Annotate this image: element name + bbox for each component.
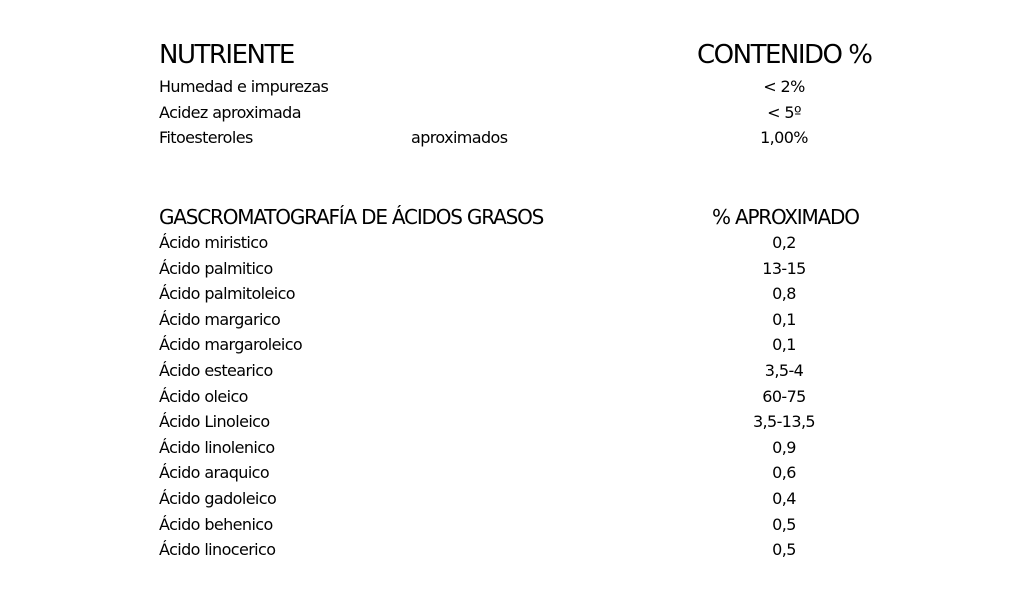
nutrient-note: aproximados — [411, 128, 508, 147]
nutrient-name: Humedad e impurezas — [159, 77, 329, 96]
acid-name: Ácido palmitico — [159, 258, 273, 278]
acid-name: Ácido behenico — [159, 514, 273, 534]
acid-name: Ácido margaroleico — [159, 335, 303, 355]
nutrient-value: 1,00% — [760, 128, 808, 147]
table-row — [159, 515, 919, 541]
acid-percent: 0,6 — [772, 463, 796, 483]
acid-percent: 0,4 — [772, 488, 796, 508]
fatty-acids-column-header: GASCROMATOGRAFÍA DE ÁCIDOS GRASOS — [159, 205, 544, 229]
acid-name: Ácido linolenico — [159, 437, 275, 457]
nutrient-name: Acidez aproximada — [159, 102, 301, 122]
acid-name: Ácido margarico — [159, 309, 281, 329]
table-row — [159, 128, 919, 154]
table-row — [159, 335, 919, 361]
acid-percent: 0,5 — [772, 514, 796, 534]
acid-name: Ácido Linoleico — [159, 412, 270, 432]
acid-percent: 3,5-13,5 — [752, 412, 816, 432]
table-row — [159, 103, 919, 129]
nutrient-value: < 2% — [763, 77, 805, 96]
acid-name: Ácido linocerico — [159, 540, 276, 560]
table-row — [159, 233, 919, 259]
acid-percent: 0,2 — [772, 233, 796, 252]
nutrient-name: Fitoesteroles — [159, 128, 253, 147]
nutrients-table — [159, 77, 919, 154]
percent-column-header: % APROXIMADO — [712, 205, 859, 229]
acid-name: Ácido miristico — [159, 233, 268, 252]
acid-percent: 0,5 — [772, 540, 796, 560]
acid-percent: 0,1 — [772, 309, 796, 329]
acid-name: Ácido araquico — [159, 463, 270, 483]
acid-percent: 13-15 — [762, 258, 806, 278]
acid-name: Ácido gadoleico — [159, 488, 277, 508]
acid-name: Ácido palmitoleico — [159, 284, 295, 304]
content-column-header: CONTENIDO % — [697, 40, 872, 70]
nutrient-column-header: NUTRIENTE — [159, 40, 294, 70]
table-row — [159, 412, 919, 438]
table-row — [159, 438, 919, 464]
table-row — [159, 284, 919, 310]
table-row — [159, 387, 919, 413]
nutrient-value: < 5º — [767, 102, 801, 122]
acid-percent: 60-75 — [762, 386, 806, 406]
nutrients-header-row — [159, 40, 919, 74]
acid-percent: 0,9 — [772, 437, 796, 457]
table-row — [159, 77, 919, 103]
table-row — [159, 489, 919, 515]
acid-name: Ácido estearico — [159, 360, 273, 380]
fatty-acids-header-row — [159, 205, 919, 231]
fatty-acids-table — [159, 233, 919, 566]
acid-percent: 3,5-4 — [764, 360, 804, 380]
table-row — [159, 463, 919, 489]
acid-name: Ácido oleico — [159, 386, 248, 406]
table-row — [159, 310, 919, 336]
table-row — [159, 361, 919, 387]
table-row — [159, 540, 919, 566]
acid-percent: 0,1 — [772, 335, 796, 355]
table-row — [159, 259, 919, 285]
acid-percent: 0,8 — [772, 284, 796, 304]
